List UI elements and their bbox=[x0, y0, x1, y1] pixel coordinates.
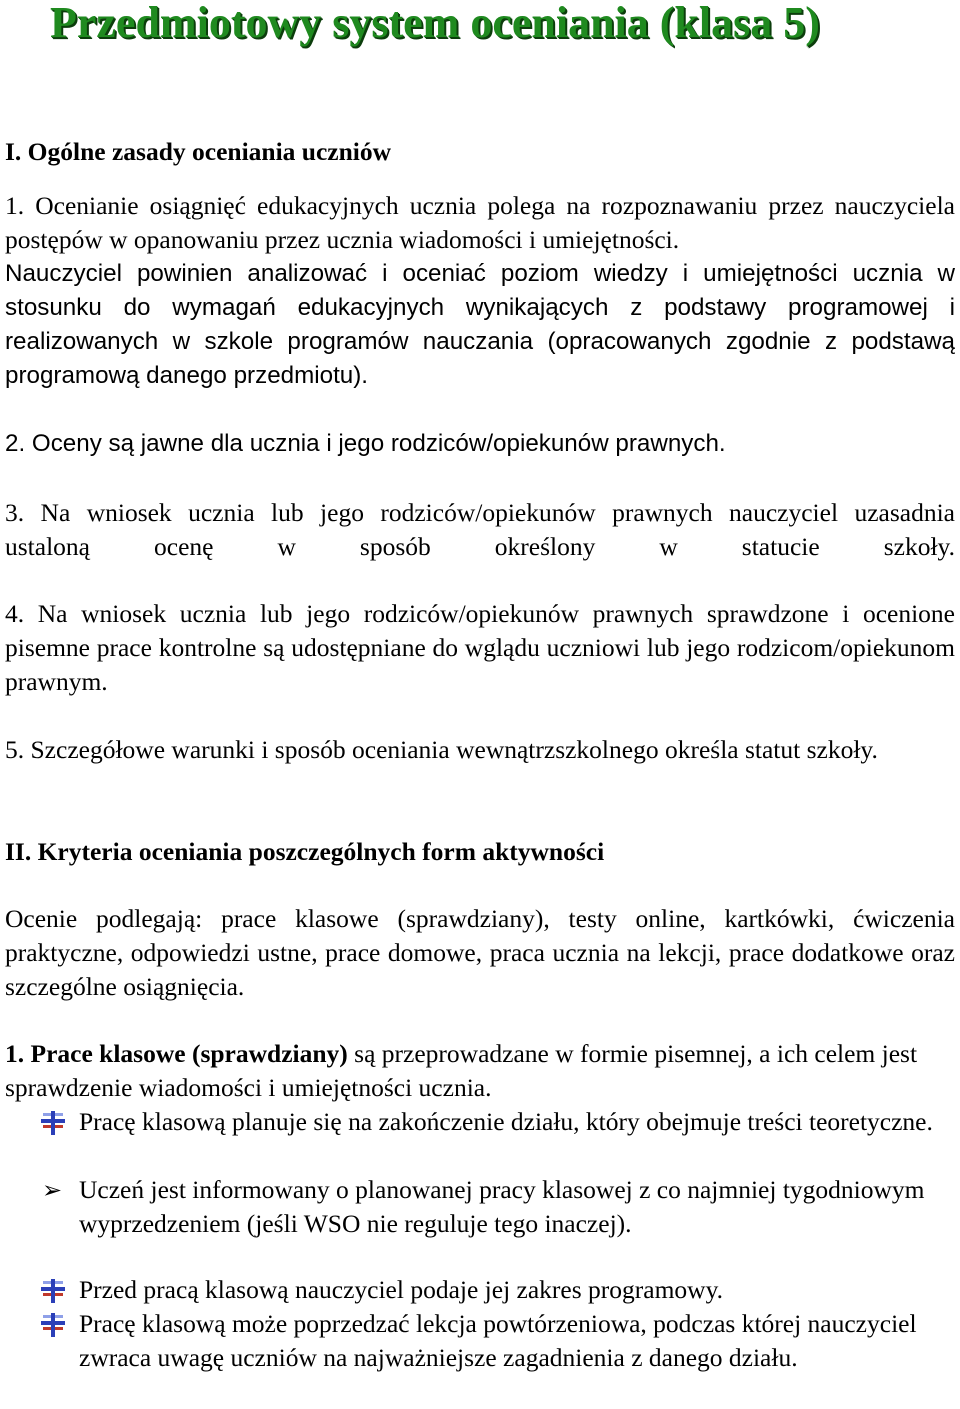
section-1-item-3: 3. Na wniosek ucznia lub jego rodziców/opiekunów prawnych nauczyciel uzasadnia ustaloną ocenę w sposób określony w statucie szkoły. bbox=[5, 498, 955, 561]
bullet-text: Uczeń jest informowany o planowanej pracy klasowej z co najmniej tygodniowym wyprzedzeniem (jeśli WSO nie reguluje tego inaczej). bbox=[79, 1175, 925, 1238]
bullet-text: Pracę klasową może poprzedzać lekcja powtórzeniowa, podczas której nauczyciel zwraca uwagę uczniów na najważniejsze zagadnienia z danego działu. bbox=[79, 1309, 917, 1372]
bullet-item bbox=[0, 1273, 960, 1307]
section-1-item-5: 5. Szczegółowe warunki i sposób oceniania wewnątrzszkolnego określa statut szkoły. bbox=[5, 735, 878, 764]
paragraph-1-rest: są przeprowadzane w formie pisemnej, a ich celem jest sprawdzenie wiadomości i umiejętności ucznia. bbox=[5, 1039, 918, 1102]
flag-bullet-icon bbox=[40, 1278, 66, 1304]
section-1-item-1a bbox=[5, 189, 955, 257]
bullet-item bbox=[0, 1173, 960, 1241]
section-1-item-1b: Nauczyciel powinien analizować i oceniać poziom wiedzy i umiejętności ucznia w stosunku do wymagań edukacyjnych wynikających z podstawy programowej i realizowanych w szkole programów nauczania (opracowanych zgodnie z podstawą programową danego przedmiotu). bbox=[5, 260, 955, 389]
section-1-item-4: 4. Na wniosek ucznia lub jego rodziców/opiekunów prawnych sprawdzone i ocenione pisemne prace kontrolne są udostępniane do wglądu uczniowi lub jego rodzicom/opiekunom prawnym. bbox=[5, 599, 955, 696]
bullet-text: Przed pracą klasową nauczyciel podaje jej zakres programowy. bbox=[79, 1275, 724, 1304]
arrow-bullet-icon: ➢ bbox=[42, 1176, 63, 1204]
item-1-text: 1. Ocenianie osiągnięć edukacyjnych ucznia polega na rozpoznawaniu przez nauczyciela postępów w opanowaniu przez ucznia wiadomości i umiejętności. bbox=[5, 191, 955, 254]
flag-bullet-icon bbox=[40, 1110, 66, 1136]
section-1-heading: I. Ogólne zasady oceniania uczniów bbox=[5, 137, 392, 166]
section-2-paragraph-1 bbox=[5, 1037, 955, 1105]
section-2-intro: Ocenie podlegają: prace klasowe (sprawdziany), testy online, kartkówki, ćwiczenia praktyczne, odpowiedzi ustne, prace domowe, praca ucznia na lekcji, prace dodatkowe oraz szczególne osiągnięcia. bbox=[5, 904, 955, 1001]
bullet-item bbox=[0, 1307, 960, 1409]
paragraph-1-bold: 1. Prace klasowe (sprawdziany) bbox=[5, 1039, 348, 1068]
flag-bullet-icon bbox=[40, 1312, 66, 1338]
page-title: Przedmiotowy system oceniania (klasa 5) bbox=[50, 0, 820, 47]
bullet-text: Pracę klasową planuje się na zakończenie działu, który obejmuje treści teoretyczne. bbox=[79, 1107, 933, 1136]
bullet-item bbox=[0, 1105, 960, 1173]
section-1-item-2: 2. Oceny są jawne dla ucznia i jego rodziców/opiekunów prawnych. bbox=[5, 430, 726, 457]
section-2-heading: II. Kryteria oceniania poszczególnych form aktywności bbox=[5, 837, 605, 866]
